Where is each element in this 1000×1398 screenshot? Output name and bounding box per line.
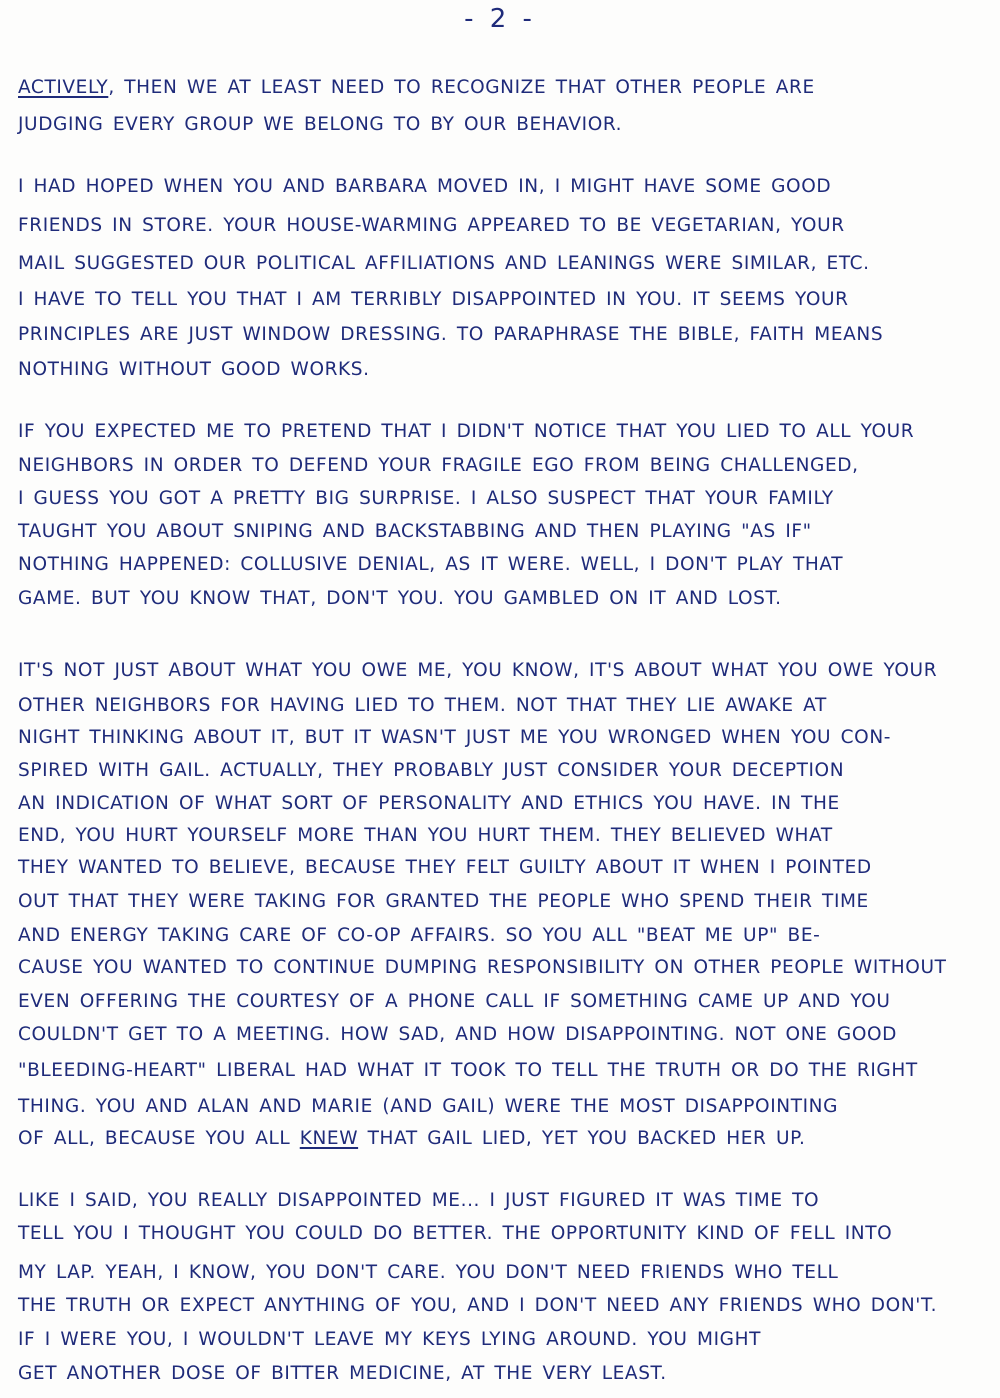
letter-line: "BLEEDING-HEART" LIBERAL HAD WHAT IT TOOK TO TELL THE TRUTH OR DO THE RIGHT xyxy=(18,1060,918,1081)
letter-line: EVEN OFFERING THE COURTESY OF A PHONE CALL IF SOMETHING CAME UP AND YOU xyxy=(18,991,891,1012)
letter-line: IF I WERE YOU, I WOULDN'T LEAVE MY KEYS LYING AROUND. YOU MIGHT xyxy=(18,1329,761,1350)
letter-line: OF ALL, BECAUSE YOU ALL KNEW THAT GAIL LIED, YET YOU BACKED HER UP. xyxy=(18,1128,806,1149)
letter-line: AN INDICATION OF WHAT SORT OF PERSONALITY AND ETHICS YOU HAVE. IN THE xyxy=(18,793,840,814)
underlined-word: ACTIVELY xyxy=(18,77,109,98)
letter-line: IT'S NOT JUST ABOUT WHAT YOU OWE ME, YOU KNOW, IT'S ABOUT WHAT YOU OWE YOUR xyxy=(18,660,938,681)
letter-line: THING. YOU AND ALAN AND MARIE (AND GAIL) WERE THE MOST DISAPPOINTING xyxy=(18,1096,839,1117)
letter-line: SPIRED WITH GAIL. ACTUALLY, THEY PROBABLY JUST CONSIDER YOUR DECEPTION xyxy=(18,760,845,781)
letter-line: IF YOU EXPECTED ME TO PRETEND THAT I DIDN'T NOTICE THAT YOU LIED TO ALL YOUR xyxy=(18,421,915,442)
letter-line: MAIL SUGGESTED OUR POLITICAL AFFILIATIONS AND LEANINGS WERE SIMILAR, ETC. xyxy=(18,253,870,274)
letter-line: CAUSE YOU WANTED TO CONTINUE DUMPING RESPONSIBILITY ON OTHER PEOPLE WITHOUT xyxy=(18,957,947,978)
letter-line: FRIENDS IN STORE. YOUR HOUSE-WARMING APPEARED TO BE VEGETARIAN, YOUR xyxy=(18,215,845,236)
letter-line: THE TRUTH OR EXPECT ANYTHING OF YOU, AND I DON'T NEED ANY FRIENDS WHO DON'T. xyxy=(18,1295,938,1316)
letter-line: NIGHT THINKING ABOUT IT, BUT IT WASN'T JUST ME YOU WRONGED WHEN YOU CON- xyxy=(18,727,892,748)
letter-line: NEIGHBORS IN ORDER TO DEFEND YOUR FRAGILE EGO FROM BEING CHALLENGED, xyxy=(18,455,859,476)
letter-line: LIKE I SAID, YOU REALLY DISAPPOINTED ME... I JUST FIGURED IT WAS TIME TO xyxy=(18,1190,820,1211)
letter-line: END, YOU HURT YOURSELF MORE THAN YOU HURT THEM. THEY BELIEVED WHAT xyxy=(18,825,833,846)
letter-line: MY LAP. YEAH, I KNOW, YOU DON'T CARE. YOU DON'T NEED FRIENDS WHO TELL xyxy=(18,1262,839,1283)
page-number: - 2 - xyxy=(464,4,536,34)
letter-line: I HAVE TO TELL YOU THAT I AM TERRIBLY DISAPPOINTED IN YOU. IT SEEMS YOUR xyxy=(18,289,849,310)
letter-line: JUDGING EVERY GROUP WE BELONG TO BY OUR BEHAVIOR. xyxy=(18,114,623,135)
letter-line: OUT THAT THEY WERE TAKING FOR GRANTED THE PEOPLE WHO SPEND THEIR TIME xyxy=(18,891,869,912)
letter-line: TAUGHT YOU ABOUT SNIPING AND BACKSTABBING AND THEN PLAYING "AS IF" xyxy=(18,521,812,542)
letter-line: COULDN'T GET TO A MEETING. HOW SAD, AND HOW DISAPPOINTING. NOT ONE GOOD xyxy=(18,1024,898,1045)
letter-line: NOTHING HAPPENED: COLLUSIVE DENIAL, AS IT WERE. WELL, I DON'T PLAY THAT xyxy=(18,554,844,575)
letter-line: GET ANOTHER DOSE OF BITTER MEDICINE, AT THE VERY LEAST. xyxy=(18,1363,667,1384)
letter-line: TELL YOU I THOUGHT YOU COULD DO BETTER. THE OPPORTUNITY KIND OF FELL INTO xyxy=(18,1223,893,1244)
letter-line: AND ENERGY TAKING CARE OF CO-OP AFFAIRS. SO YOU ALL "BEAT ME UP" BE- xyxy=(18,925,821,946)
letter-line: I HAD HOPED WHEN YOU AND BARBARA MOVED IN, I MIGHT HAVE SOME GOOD xyxy=(18,176,832,197)
letter-line: GAME. BUT YOU KNOW THAT, DON'T YOU. YOU GAMBLED ON IT AND LOST. xyxy=(18,588,782,609)
letter-line: I GUESS YOU GOT A PRETTY BIG SURPRISE. I ALSO SUSPECT THAT YOUR FAMILY xyxy=(18,488,834,509)
letter-line: NOTHING WITHOUT GOOD WORKS. xyxy=(18,359,370,380)
letter-line: PRINCIPLES ARE JUST WINDOW DRESSING. TO PARAPHRASE THE BIBLE, FAITH MEANS xyxy=(18,324,884,345)
letter-line: THEY WANTED TO BELIEVE, BECAUSE THEY FELT GUILTY ABOUT IT WHEN I POINTED xyxy=(18,857,872,878)
underlined-word: KNEW xyxy=(299,1128,359,1149)
letter-line: ACTIVELY, THEN WE AT LEAST NEED TO RECOGNIZE THAT OTHER PEOPLE ARE xyxy=(18,77,815,98)
letter-line: OTHER NEIGHBORS FOR HAVING LIED TO THEM. NOT THAT THEY LIE AWAKE AT xyxy=(18,695,827,716)
